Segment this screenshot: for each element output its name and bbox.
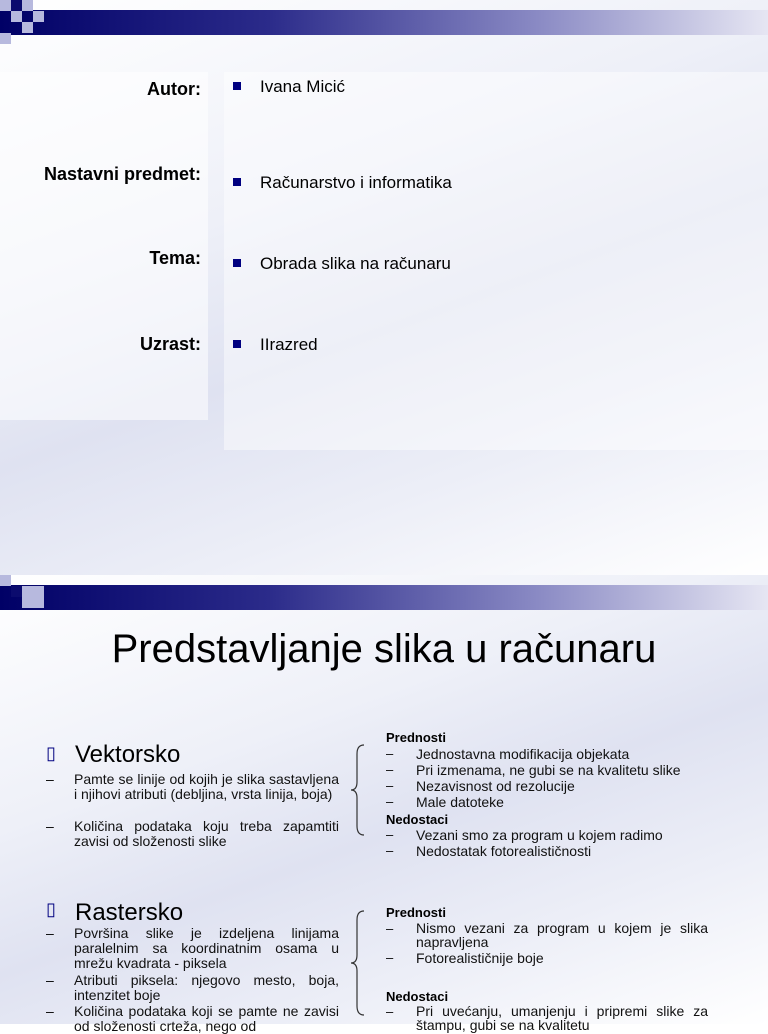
- decor-square: [11, 0, 22, 11]
- list-item: Atributi piksela: njegovo mesto, boja, intenzitet boje: [74, 972, 339, 1003]
- dash-icon: –: [386, 921, 394, 936]
- decor-square: [11, 586, 22, 597]
- value-predmet: Računarstvo i informatika: [260, 173, 452, 192]
- decor-square: [22, 597, 33, 608]
- prednosti-label: Prednosti: [386, 730, 446, 745]
- list-item: Nismo vezani za program u kojem je slika napravljena: [416, 920, 708, 950]
- value-autor: Ivana Micić: [260, 77, 346, 96]
- label-autor: Autor:: [147, 79, 201, 99]
- heading-vektorsko: Vektorsko: [75, 741, 181, 768]
- list-item: Jednostavna modifikacija objekata: [416, 746, 630, 762]
- decor-square: [33, 11, 44, 22]
- dash-icon: –: [46, 925, 54, 941]
- dash-icon: –: [46, 972, 54, 988]
- brace-icon: [350, 744, 370, 836]
- prednosti-label: Prednosti: [386, 905, 446, 920]
- decor-square: [33, 586, 44, 597]
- heading-bullet-icon: ▯: [46, 743, 56, 763]
- dash-icon: –: [386, 746, 394, 761]
- heading-rastersko: Rastersko: [75, 899, 184, 926]
- decor-square: [33, 597, 44, 608]
- label-column: [0, 72, 208, 420]
- list-item: Nedostatak fotorealističnosti: [416, 843, 592, 859]
- title-band: [0, 585, 768, 610]
- bullet-icon: [233, 178, 241, 186]
- nedostaci-label: Nedostaci: [386, 989, 449, 1004]
- list-item: Nezavisnost od rezolucije: [416, 778, 575, 794]
- bullet-icon: [233, 340, 241, 348]
- decor-square: [22, 586, 33, 597]
- title-band: [0, 10, 768, 35]
- decor-square: [0, 575, 11, 586]
- list-item: Količina podataka koji se pamte ne zavisi od složenosti crteža, nego od: [74, 1003, 339, 1034]
- bullet-icon: [233, 82, 241, 90]
- dash-icon: –: [386, 762, 394, 777]
- dash-icon: –: [46, 818, 54, 834]
- value-tema: Obrada slika na računaru: [260, 254, 451, 273]
- list-item: Vezani smo za program u kojem radimo: [416, 827, 663, 843]
- decor-square: [11, 11, 22, 22]
- list-item: Fotorealističnije boje: [416, 950, 544, 966]
- dash-icon: –: [46, 1003, 54, 1019]
- list-item: Količina podataka koju treba zapamtiti zavisi od složenosti slike: [74, 818, 339, 849]
- dash-icon: –: [386, 1004, 394, 1019]
- decor-square: [22, 22, 33, 33]
- bullet-icon: [233, 259, 241, 267]
- label-tema: Tema:: [149, 248, 201, 268]
- slide-title: Predstavljanje slika u računaru: [111, 627, 657, 671]
- value-uzrast: IIrazred: [260, 335, 318, 354]
- dash-icon: –: [46, 771, 54, 787]
- list-item: Površina slike je izdeljena linijama paralelnim sa koordinatnim osama u mrežu kvadrata - piksela: [74, 925, 339, 971]
- list-item: Pri izmenama, ne gubi se na kvalitetu slike: [416, 762, 681, 778]
- label-predmet: Nastavni predmet:: [43, 164, 201, 184]
- dash-icon: –: [386, 827, 394, 842]
- dash-icon: –: [386, 794, 394, 809]
- brace-icon: [350, 910, 370, 1016]
- nedostaci-label: Nedostaci: [386, 812, 449, 827]
- list-item: Male datoteke: [416, 794, 504, 810]
- slide-representation: [0, 575, 768, 1034]
- heading-bullet-icon: ▯: [46, 899, 56, 919]
- decor-square: [22, 0, 33, 11]
- label-uzrast: Uzrast:: [139, 334, 201, 354]
- list-item: Pri uvećanju, umanjenju i pripremi slike za štampu, gubi se na kvalitetu: [416, 1003, 708, 1033]
- dash-icon: –: [386, 843, 394, 858]
- dash-icon: –: [386, 778, 394, 793]
- decor-square: [0, 33, 11, 44]
- dash-icon: –: [386, 950, 394, 965]
- decor-square: [0, 0, 11, 11]
- list-item: Pamte se linije od kojih je slika sastavljena i njihovi atributi (debljina, vrsta linija, boja): [74, 771, 339, 802]
